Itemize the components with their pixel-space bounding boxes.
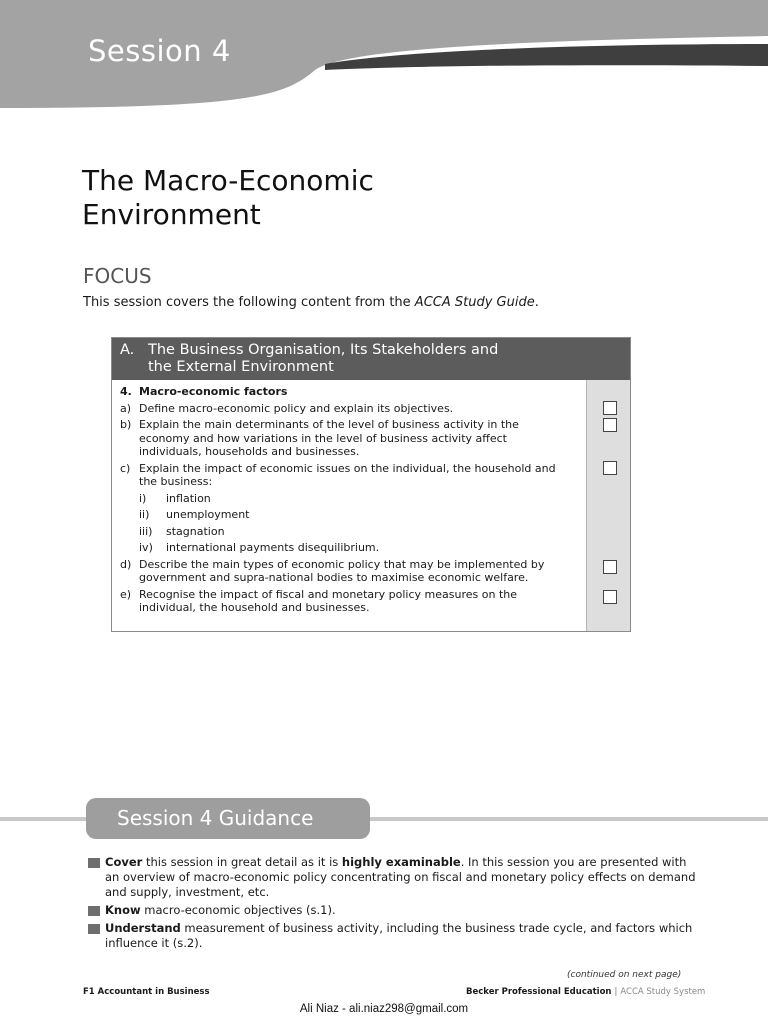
item-line: the business: [139, 475, 213, 488]
guidance-item-understand [86, 921, 706, 951]
topic-title: Macro-economic factors [139, 385, 288, 398]
checkbox-item-c[interactable] [603, 461, 617, 475]
sub-item-mark: iv) [139, 541, 153, 554]
footer-separator: | [614, 987, 618, 997]
continued-note: (continued on next page) [567, 970, 682, 980]
study-guide-header [112, 338, 630, 380]
document-title-line: Environment [82, 198, 261, 231]
download-watermark: Ali Niaz - ali.niaz298@gmail.com [299, 1003, 469, 1015]
guidance-text: influence it (s.2). [105, 936, 203, 950]
focus-intro-emphasis: ACCA Study Guide [414, 295, 535, 310]
guidance-item-cover [86, 855, 706, 900]
document-title [82, 164, 374, 232]
guidance-tab: Session 4 Guidance [86, 798, 370, 839]
guide-item-a [120, 402, 582, 416]
item-line: government and supra-national bodies to maximise economic welfare. [139, 571, 529, 584]
item-line: individual, the household and businesses. [139, 601, 370, 614]
item-line: Define macro-economic policy and explain its objectives. [139, 401, 454, 415]
guide-item-b [120, 418, 582, 459]
sub-item-mark: iii) [139, 524, 153, 538]
sub-item-text: stagnation [166, 524, 225, 538]
sub-item [139, 492, 582, 506]
study-guide-body [120, 385, 582, 615]
guidance-keyword: Know [105, 903, 141, 917]
item-mark: a) [120, 401, 132, 415]
item-line: economy and how variations in the level of business activity affect [139, 431, 507, 445]
guidance-text: an overview of macro-economic policy concentrating on fiscal and monetary policy effects on demand [105, 870, 696, 884]
guidance-keyword: Cover [105, 855, 143, 869]
item-mark: d) [120, 557, 132, 571]
section-title-line: The Business Organisation, Its Stakeholders and [148, 342, 499, 358]
section-title-line: the External Environment [148, 359, 334, 375]
sub-item-text: international payments disequilibrium. [166, 541, 380, 554]
guidance-text: this session in great detail as it is [142, 855, 342, 869]
item-line: Describe the main types of economic policy that may be implemented by [139, 557, 545, 571]
guidance-keyword: Understand [105, 921, 181, 935]
footer-series: ACCA Study System [620, 987, 706, 997]
focus-intro-end: . [534, 295, 539, 310]
focus-intro-text: This session covers the following content from the [83, 295, 415, 310]
topic-number: 4. [120, 385, 132, 398]
study-guide-box [111, 337, 631, 632]
footer-course-title: F1 Accountant in Business [83, 987, 210, 997]
guidance-item-know [86, 903, 706, 918]
checkbox-item-e[interactable] [603, 590, 617, 604]
sub-item-text: inflation [166, 491, 211, 505]
guide-item-c [120, 462, 582, 489]
guidance-text: measurement of business activity, including the business trade cycle, and factors which [180, 921, 693, 935]
document-title-line: The Macro-Economic [82, 164, 374, 197]
guidance-text: . In this session you are presented with [460, 855, 687, 869]
checkbox-item-d[interactable] [603, 560, 617, 574]
square-bullet-icon [88, 906, 100, 916]
focus-heading: FOCUS [83, 264, 152, 288]
session-title: Session 4 [88, 34, 231, 68]
item-mark: b) [120, 418, 132, 431]
square-bullet-icon [88, 924, 100, 934]
guidance-text: macro-economic objectives (s.1). [140, 903, 336, 917]
square-bullet-icon [88, 858, 100, 868]
sub-item-text: unemployment [166, 508, 250, 521]
section-letter: A. [120, 342, 135, 358]
topic-heading [120, 385, 582, 399]
guide-item-e [120, 588, 582, 615]
footer-publisher-name: Becker Professional Education [466, 987, 612, 997]
sub-item-mark: ii) [139, 508, 150, 521]
guide-item-d [120, 558, 582, 585]
guidance-list [86, 855, 706, 954]
guidance-text: and supply, investment, etc. [105, 885, 270, 899]
guidance-emphasis: highly examinable [341, 855, 461, 869]
sub-item [139, 508, 582, 522]
item-mark: e) [120, 587, 132, 601]
focus-intro [83, 295, 539, 310]
item-line: individuals, households and businesses. [139, 445, 360, 458]
item-line: Explain the main determinants of the level of business activity in the [139, 418, 519, 431]
item-mark: c) [120, 461, 131, 475]
sub-item [139, 525, 582, 539]
checkbox-item-a[interactable] [603, 401, 617, 415]
footer-publisher [466, 987, 705, 997]
checkbox-item-b[interactable] [603, 418, 617, 432]
sub-item [139, 541, 582, 555]
sub-item-mark: i) [139, 491, 147, 505]
item-line: Explain the impact of economic issues on the individual, the household and [139, 461, 556, 475]
item-line: Recognise the impact of fiscal and monetary policy measures on the [139, 587, 517, 601]
